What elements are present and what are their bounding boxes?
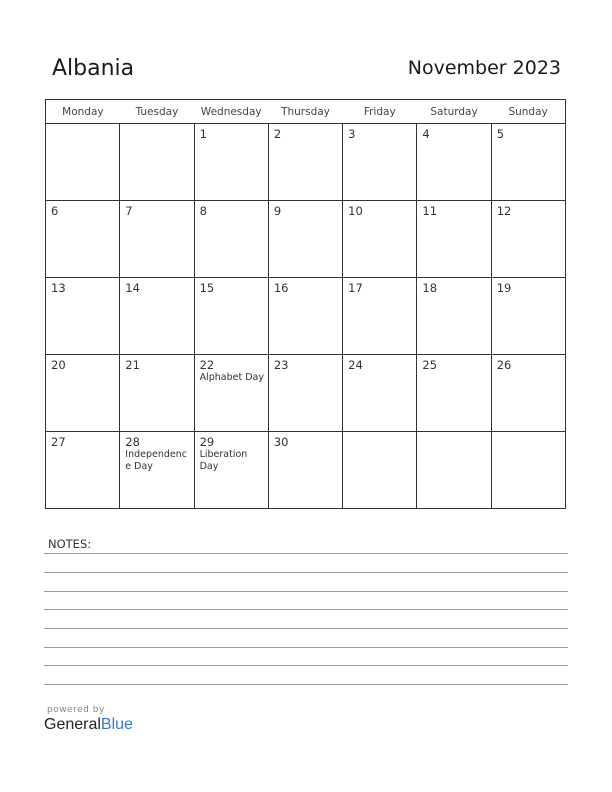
day-number: 14 [125,281,140,295]
day-cell [417,355,491,432]
day-number: 19 [496,281,512,295]
day-number: 2 [273,127,282,141]
day-cell [194,432,268,509]
week-row [46,278,566,355]
day-number: 17 [348,281,363,295]
day-number: 6 [51,204,59,218]
day-cell [343,278,417,355]
holiday-label: Liberation Day [199,449,248,472]
day-cell [194,278,268,355]
weekday-header: Monday [46,100,120,124]
powered-by-text: powered by [47,705,105,715]
day-number: 24 [348,358,363,372]
note-line [44,684,568,685]
generalblue-logo [44,716,133,734]
day-number: 25 [422,358,438,372]
day-number: 28 [125,435,140,449]
day-cell [46,355,120,432]
week-row [46,432,566,509]
day-number: 11 [422,204,438,218]
weekday-header-row [46,100,566,124]
day-number: 23 [273,358,289,372]
day-cell [417,201,491,278]
weekday-header: Saturday [417,100,491,124]
day-number: 5 [496,127,505,141]
holiday-label: Independence Day [125,449,187,472]
calendar-grid [45,99,566,509]
day-cell [417,432,491,509]
weekday-header: Friday [343,100,417,124]
day-cell [268,355,342,432]
day-number: 10 [348,204,363,218]
day-number: 8 [199,204,207,218]
week-row [46,355,566,432]
day-number: 16 [273,281,289,295]
day-cell [343,124,417,201]
day-cell [46,432,120,509]
day-cell [120,201,194,278]
day-cell [343,355,417,432]
note-line [44,553,568,554]
day-cell [46,124,120,201]
note-line [44,628,568,629]
holiday-label: Alphabet Day [199,372,264,383]
day-cell [343,432,417,509]
day-cell [491,432,565,509]
month-year-title: November 2023 [407,57,561,79]
day-cell [120,355,194,432]
week-row [46,201,566,278]
day-cell [343,201,417,278]
day-number: 12 [496,204,512,218]
logo-text-general: General [44,716,101,733]
weekday-header: Tuesday [120,100,194,124]
day-cell [194,124,268,201]
day-number: 20 [51,358,66,372]
day-number: 13 [51,281,66,295]
country-title: Albania [52,56,135,81]
day-cell [46,278,120,355]
day-number: 7 [125,204,133,218]
day-cell [268,201,342,278]
day-cell [46,201,120,278]
day-cell [268,124,342,201]
day-number: 3 [348,127,356,141]
day-cell [417,124,491,201]
day-cell [417,278,491,355]
day-number: 4 [422,127,430,141]
day-cell [120,124,194,201]
day-cell [491,201,565,278]
day-number: 29 [199,435,215,449]
note-line [44,665,568,666]
note-line [44,591,568,592]
day-number: 26 [496,358,512,372]
week-row [46,124,566,201]
day-cell [268,432,342,509]
day-cell [120,278,194,355]
day-number: 22 [199,358,215,372]
note-line [44,609,568,610]
day-cell [491,124,565,201]
day-cell [491,355,565,432]
day-number: 30 [273,435,289,449]
day-number: 21 [125,358,140,372]
note-line [44,647,568,648]
day-number: 1 [199,127,207,141]
day-number: 18 [422,281,438,295]
logo-text-blue: Blue [100,716,133,733]
day-cell [120,432,194,509]
day-cell [194,355,268,432]
day-number: 27 [51,435,66,449]
day-cell [491,278,565,355]
notes-label: NOTES: [48,537,92,551]
day-number: 15 [199,281,215,295]
weekday-header: Wednesday [194,100,268,124]
day-number: 9 [273,204,282,218]
day-cell [268,278,342,355]
weekday-header: Sunday [491,100,565,124]
weekday-header: Thursday [268,100,342,124]
note-line [44,572,568,573]
day-cell [194,201,268,278]
